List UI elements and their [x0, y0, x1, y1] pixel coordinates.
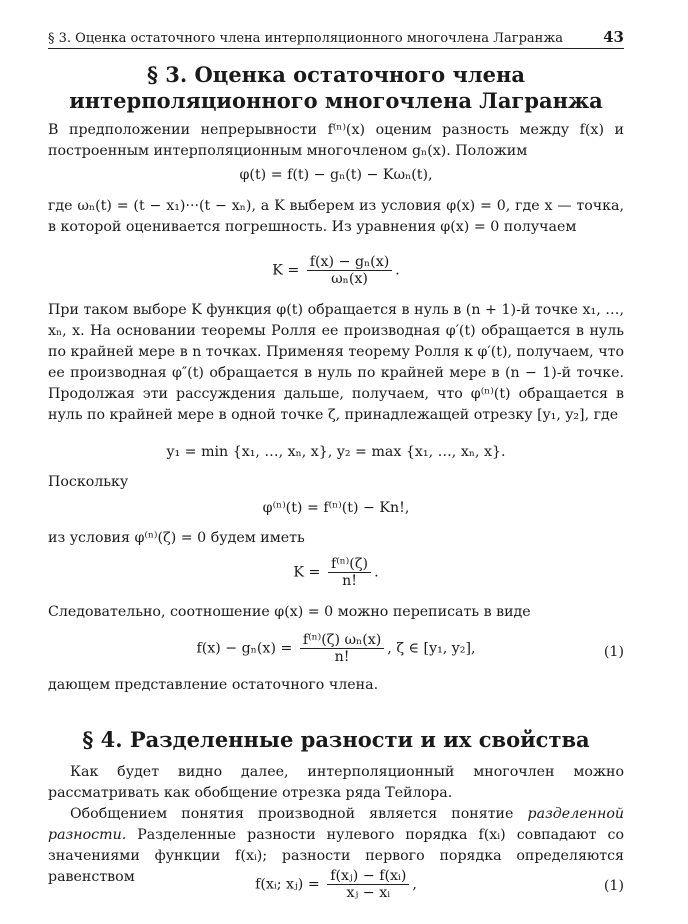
section-3-title	[48, 62, 624, 114]
fraction	[327, 868, 409, 901]
fraction	[328, 556, 371, 589]
equation-K-definition	[48, 254, 624, 287]
numerator: f⁽ⁿ⁾(ζ)	[328, 556, 371, 573]
running-head-title: § 3. Оценка остаточного члена интерполяционного многочлена Лагранжа	[48, 31, 564, 46]
equation-y-bounds: y₁ = min {x₁, …, xₙ, x}, y₂ = max {x₁, …, xₙ, x}.	[166, 444, 506, 460]
equation-lhs: f(x) − gₙ(x) =	[196, 640, 293, 657]
numerator: f⁽ⁿ⁾(ζ) ωₙ(x)	[300, 632, 384, 649]
paragraph: Следовательно, соотношение φ(x) = 0 можно переписать в виде	[48, 604, 531, 620]
equation-phi-n: φ⁽ⁿ⁾(t) = f⁽ⁿ⁾(t) − Kn!,	[262, 500, 410, 516]
equation-K-zeta	[48, 556, 624, 589]
running-head	[48, 28, 624, 49]
denominator: xⱼ − xᵢ	[346, 885, 391, 901]
numerator: f(x) − gₙ(x)	[307, 254, 393, 271]
equation-number: (1)	[603, 644, 624, 660]
section-4-title: § 4. Разделенные разности и их свойства	[82, 727, 590, 752]
equation-tail: ,	[412, 876, 417, 893]
paragraph: В предположении непрерывности f⁽ⁿ⁾(x) оценим разность между f(x) и построенным интерполяционным многочленом gₙ(x). Положим	[48, 122, 624, 159]
equation-lhs: f(xᵢ; xⱼ) =	[255, 876, 320, 893]
paragraph: из условия φ⁽ⁿ⁾(ζ) = 0 будем иметь	[48, 530, 305, 546]
denominator: ωₙ(x)	[331, 271, 368, 287]
fraction	[307, 254, 393, 287]
paragraph: Поскольку	[48, 474, 129, 490]
paragraph: Как будет видно далее, интерполяционный многочлен можно рассматривать как обобщение отрезка ряда Тейлора.	[48, 764, 624, 801]
page-number: 43	[603, 28, 624, 46]
equation-tail: .	[374, 564, 379, 581]
equation-remainder	[48, 632, 624, 665]
paragraph-text: Разделенные разности нулевого порядка f(xᵢ) совпадают со значениями функции f(xᵢ); разности первого порядка определяются равенством	[48, 827, 624, 885]
equation-lhs: K =	[293, 564, 321, 581]
equation-lhs: K =	[272, 262, 300, 279]
denominator: n!	[342, 573, 357, 589]
emphasized-term: разделенной разности.	[48, 806, 624, 843]
denominator: n!	[334, 649, 350, 665]
equation-number: (1)	[603, 878, 624, 894]
fraction	[300, 632, 384, 665]
equation-phi: φ(t) = f(t) − gₙ(t) − Kωₙ(t),	[239, 167, 433, 183]
section-3-title-line1: § 3. Оценка остаточного члена	[146, 62, 526, 87]
paragraph: где ωₙ(t) = (t − x₁)···(t − xₙ), а K выберем из условия φ(x) = 0, где x — точка, в которой оценивается погрешность. Из уравнения φ(x) = 0 получаем	[48, 198, 624, 235]
equation-tail: , ζ ∈ [y₁, y₂],	[387, 640, 476, 657]
paragraph-text: Обобщением понятия производной является понятие	[70, 806, 528, 822]
equation-divided-difference	[48, 868, 624, 901]
equation-tail: .	[395, 262, 400, 279]
paragraph: При таком выборе K функция φ(t) обращается в нуль в (n + 1)-й точке x₁, …, xₙ, x. На основании теоремы Ролля ее производная φ′(t) обращается в нуль по крайней мере в n точках. Применяя теорему Ролля к φ′(t), получаем, что ее производная φ″(t) обращается в нуль по крайней мере в (n − 1)-й точке. Продолжая эти рассуждения дальше, получаем, что φ⁽ⁿ⁾(t) обращается в нуль по крайней мере в одной точке ζ, принадлежащей отрезку [y₁, y₂], где	[48, 302, 624, 423]
paragraph: дающем представление остаточного члена.	[48, 677, 379, 693]
numerator: f(xⱼ) − f(xᵢ)	[327, 868, 409, 885]
section-3-title-line2: интерполяционного многочлена Лагранжа	[69, 88, 603, 113]
